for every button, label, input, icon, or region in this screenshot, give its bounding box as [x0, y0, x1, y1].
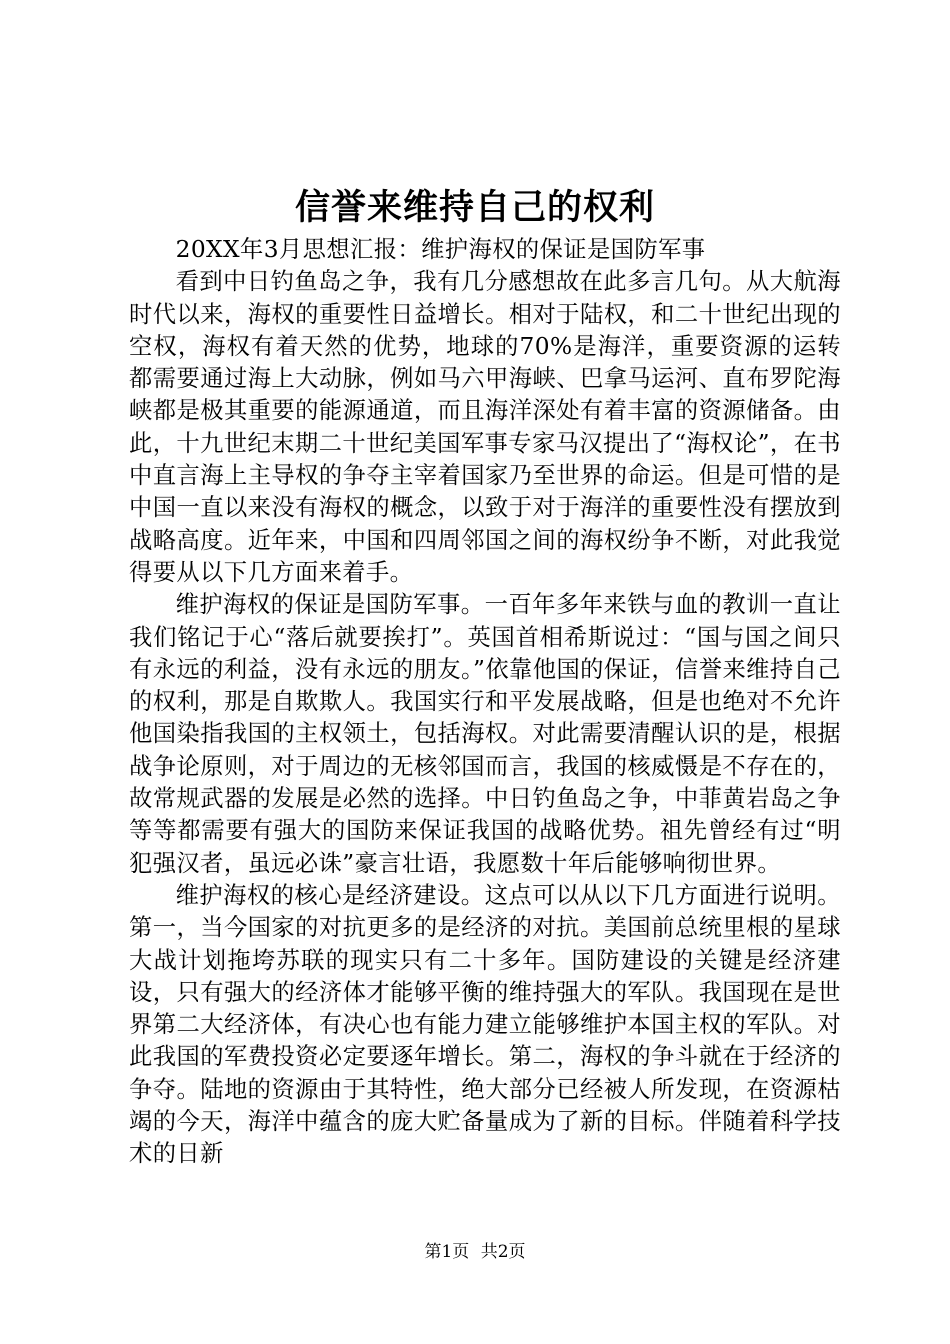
paragraph-heading: 20XX年3月思想汇报：维护海权的保证是国防军事: [175, 236, 706, 263]
paragraph: 看到中日钓鱼岛之争，我有几分感想故在此多言几句。从大航海时代以来，海权的重要性日益增长。相对于陆权，和二十世纪出现的空权，海权有着天然的优势，地球的70%是海洋，重要资源的运转都需要通过海上大动脉，例如马六甲海峡、巴拿马运河、直布罗陀海峡都是极其重要的能源通道，而且海洋深处有着丰富的资源储备。由此，十九世纪末期二十世纪美国军事专家马汉提出了“海权论”，在书中直言海上主导权的争夺主宰着国家乃至世界的命运。但是可惜的是中国一直以来没有海权的概念，以致于对于海洋的重要性没有摆放到战略高度。近年来，中国和四周邻国之间的海权纷争不断，对此我觉得要从以下几方面来着手。: [129, 268, 841, 586]
page-number: 第1页: [424, 1242, 470, 1262]
paragraph: 维护海权的保证是国防军事。一百年多年来铁与血的教训一直让我们铭记于心“落后就要挨打”。英国首相希斯说过：“国与国之间只有永远的利益，没有永远的朋友。”依靠他国的保证，信誉来维持自己的权利，那是自欺欺人。我国实行和平发展战略，但是也绝对不允许他国染指我国的主权领土，包括海权。对此需要清醒认识的是，根据战争论原则，对于周边的无核邻国而言，我国的核威慑是不存在的，故常规武器的发展是必然的选择。中日钓鱼岛之争，中菲黄岩岛之争等等都需要有强大的国防来保证我国的战略优势。祖先曾经有过“明犯强汉者，虽远必诛”豪言壮语，我愿数十年后能够响彻世界。: [129, 591, 841, 877]
page-total: 共2页: [480, 1242, 526, 1262]
paragraph: 维护海权的核心是经济建设。这点可以从以下几方面进行说明。第一，当今国家的对抗更多的是经济的对抗。美国前总统里根的星球大战计划拖垮苏联的现实只有二十多年。国防建设的关键是经济建设，只有强大的经济体才能够平衡的维持强大的军队。我国现在是世界第二大经济体，有决心也有能力建立能够维护本国主权的军队。对此我国的军费投资必定要逐年增长。第二，海权的争斗就在于经济的争夺。陆地的资源由于其特性，绝大部分已经被人所发现，在资源枯竭的今天，海洋中蕴含的庞大贮备量成为了新的目标。伴随着科学技术的日新: [129, 881, 841, 1168]
document-body: [129, 234, 841, 1171]
page-footer: [0, 1240, 950, 1264]
document-title: 信誉来维持自己的权利: [294, 187, 655, 228]
